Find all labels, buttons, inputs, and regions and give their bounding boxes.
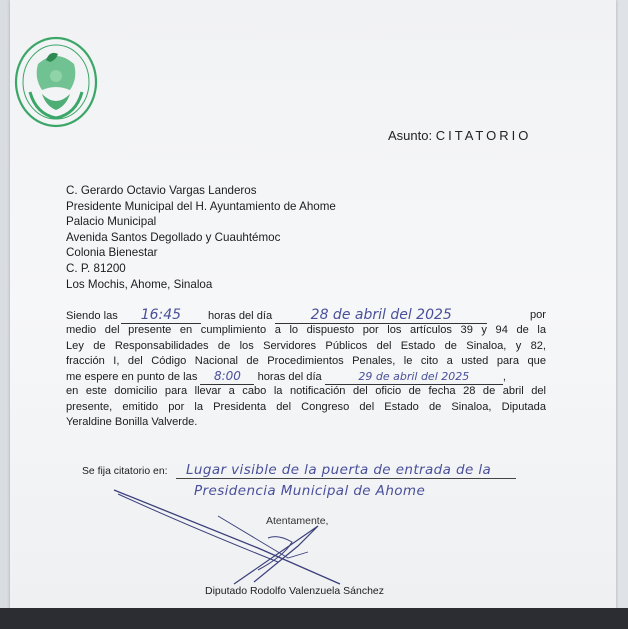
addressee-line: C. P. 81200 — [66, 261, 126, 275]
body-line-6: en este domicilio para llevar a cabo la notificación del oficio de fecha 28 de abril del — [66, 385, 546, 398]
handwritten-date-2: 29 de abril del 2025 — [325, 369, 503, 385]
body-line-2: medio del presente en cumplimiento a lo dispuesto por los artículos 39 y 94 de la — [66, 324, 546, 337]
body-line-7: presente, emitido por la Presidenta del Congreso del Estado de Sinaloa, Diputada — [66, 400, 546, 413]
body-line-5 — [66, 369, 546, 384]
body-text: horas del día — [208, 310, 273, 322]
addressee-line: Colonia Bienestar — [66, 246, 158, 260]
addressee-line: Palacio Municipal — [66, 215, 157, 229]
signature-scribble — [108, 486, 358, 586]
body-text: me espere en punto de las — [66, 371, 198, 384]
posting-underline — [176, 478, 516, 479]
bottom-edge — [0, 608, 628, 629]
addressee-block — [66, 183, 336, 292]
body-text: , — [502, 371, 506, 384]
notice-body — [66, 308, 546, 430]
handwritten-date-1: 28 de abril del 2025 — [275, 308, 487, 324]
body-text: horas del día — [257, 371, 322, 384]
signer-name: Diputado Rodolfo Valenzuela Sánchez — [205, 585, 385, 597]
addressee-line: Presidente Municipal del H. Ayuntamiento de Ahome — [66, 199, 336, 213]
handwritten-time-1: 16:45 — [121, 308, 201, 324]
body-line-1 — [66, 308, 546, 323]
addressee-line: Avenida Santos Degollado y Cuauhtémoc — [66, 230, 281, 244]
handwritten-posting-line-1: Lugar visible de la puerta de entrada de la — [186, 462, 492, 478]
addressee-line: C. Gerardo Octavio Vargas Landeros — [66, 184, 257, 197]
body-line-4: fracción I, del Código Nacional de Procedimientos Penales, le cito a usted para que — [66, 354, 546, 367]
closing-text: Atentamente, — [266, 515, 329, 527]
subject-line — [388, 128, 531, 143]
body-text: por — [529, 309, 546, 321]
handwritten-posting-line-2: Presidencia Municipal de Ahome — [194, 483, 426, 499]
subject-value: CITATORIO — [435, 128, 532, 143]
handwritten-time-2: 8:00 — [200, 369, 254, 385]
coat-of-arms-seal — [12, 34, 100, 130]
body-line-8: Yeraldine Bonilla Valverde. — [66, 416, 198, 429]
body-text: Siendo las — [66, 310, 118, 322]
posting-label: Se fija citatorio en: — [82, 466, 168, 477]
subject-label: Asunto: — [388, 128, 433, 143]
addressee-line: Los Mochis, Ahome, Sinaloa — [66, 277, 213, 291]
body-line-3: Ley de Responsabilidades de los Servidores Públicos del Estado de Sinaloa, y 82, — [66, 339, 546, 352]
